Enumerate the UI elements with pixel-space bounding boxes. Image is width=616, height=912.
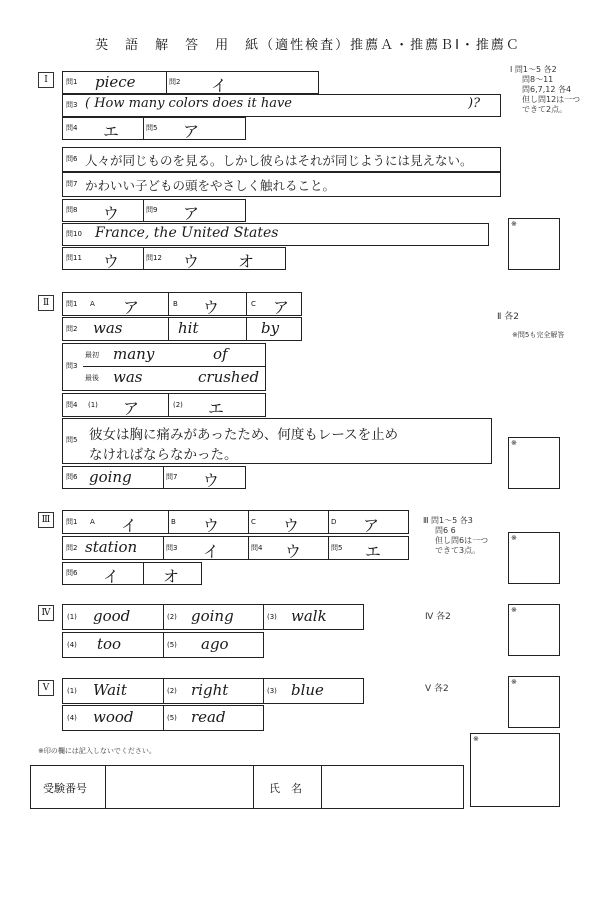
q-label: 問9 — [146, 206, 158, 214]
s4-row-1: (1) good (2) going (3) walk — [62, 604, 364, 630]
page-title: 英 語 解 答 用 紙（適性検査）推薦Ａ・推薦ＢⅠ・推薦Ｃ — [95, 38, 521, 53]
s2-grading-note: Ⅱ 各2 — [497, 312, 520, 322]
s3-grading-note: Ⅲ 問1〜5 各3 問6 6 但し問6は一つ できて3点。 — [423, 516, 489, 555]
s3-row-q1: 問1 A イ B ウ C ウ D ア — [62, 510, 409, 534]
s1-row-2 — [62, 94, 501, 117]
s5-score-box: ※ — [508, 676, 560, 728]
s2-row-q6: 問6 going 問7 ウ — [62, 466, 246, 489]
q-label: 問8 — [66, 206, 78, 214]
name-label: 氏 名 — [269, 782, 302, 795]
s2-row-q2: 問2 was hit by — [62, 317, 302, 341]
s4-score-box: ※ — [508, 604, 560, 656]
s5-grading-note: Ⅴ 各2 — [425, 684, 449, 694]
s1-row-8 — [62, 247, 286, 270]
footer-note: ※印の欄には記入しないでください。 — [38, 747, 156, 755]
section-1-label: Ⅰ — [38, 72, 54, 88]
s1-row-5 — [62, 172, 501, 197]
answer: かわいい子どもの頭をやさしく触れること。 — [85, 178, 336, 193]
answer: オ — [238, 252, 255, 271]
s1-row-1 — [62, 71, 319, 94]
answer: ( How many colors does it have — [85, 96, 292, 111]
s3-row-q2: 問2 station 問3 イ 問4 ウ 問5 エ — [62, 536, 409, 560]
answer: ウ — [183, 252, 200, 271]
s2-row-q4: 問4 (1) ア (2) エ — [62, 393, 266, 417]
answer: ウ — [103, 204, 120, 223]
q-label: 問3 — [66, 101, 78, 109]
s3-score-box: ※ — [508, 532, 560, 584]
answer-tail: )? — [468, 96, 481, 111]
s1-score-box: ※ — [508, 218, 560, 270]
s2-row-q5: 問5 彼女は胸に痛みがあったため、何度もレースを止め なければならなかった。 — [62, 418, 492, 464]
answer: ウ — [103, 252, 120, 271]
s1-row-7 — [62, 223, 489, 246]
section-5-label: Ⅴ — [38, 680, 54, 696]
s5-row-2: (4) wood (5) read — [62, 705, 264, 731]
q-label: 問11 — [66, 254, 82, 262]
s5-row-1: (1) Wait (2) right (3) blue — [62, 678, 364, 704]
exam-number-label: 受験番号 — [43, 782, 87, 795]
section-2-label: Ⅱ — [38, 295, 54, 311]
q-label: 問2 — [169, 78, 181, 86]
name-field[interactable] — [323, 767, 461, 807]
q-label: 問5 — [146, 124, 158, 132]
s1-grading-note: Ⅰ 問1〜5 各2 問8〜11 問6,7,12 各4 但し問12は一つ できて2点。 — [510, 65, 581, 114]
s2-score-box: ※ — [508, 437, 560, 489]
s4-row-2: (4) too (5) ago — [62, 632, 264, 658]
q-label: 問1 — [66, 78, 78, 86]
answer: France, the United States — [95, 225, 279, 241]
q-label: 問7 — [66, 180, 78, 188]
s4-grading-note: Ⅳ 各2 — [425, 612, 451, 622]
section-3-label: Ⅲ — [38, 512, 54, 528]
s1-row-3 — [62, 117, 246, 140]
answer: ア — [183, 122, 200, 141]
s1-row-6 — [62, 199, 246, 222]
s3-row-q6: 問6 イ オ — [62, 562, 202, 585]
candidate-info-table — [30, 765, 464, 809]
exam-number-field[interactable] — [107, 767, 252, 807]
s2-row-q1: 問1 A ア B ウ C ア — [62, 292, 302, 316]
answer: エ — [103, 122, 120, 141]
section-4-label: Ⅳ — [38, 605, 54, 621]
q-label: 問10 — [66, 230, 82, 238]
q-label: 問4 — [66, 124, 78, 132]
s1-row-4 — [62, 147, 501, 172]
answer: 人々が同じものを見る。しかし彼らはそれが同じようには見えない。 — [85, 153, 473, 168]
s2-grading-note-2: ※問5も完全解答 — [512, 331, 565, 339]
q-label: 問12 — [146, 254, 162, 262]
answer: piece — [95, 73, 136, 91]
answer: イ — [211, 76, 228, 95]
answer: ア — [183, 204, 200, 223]
s2-row-q3: 問3 最初 many of 最後 was crushed — [62, 343, 266, 391]
q-label: 問6 — [66, 155, 78, 163]
total-score-box: ※ — [470, 733, 560, 807]
